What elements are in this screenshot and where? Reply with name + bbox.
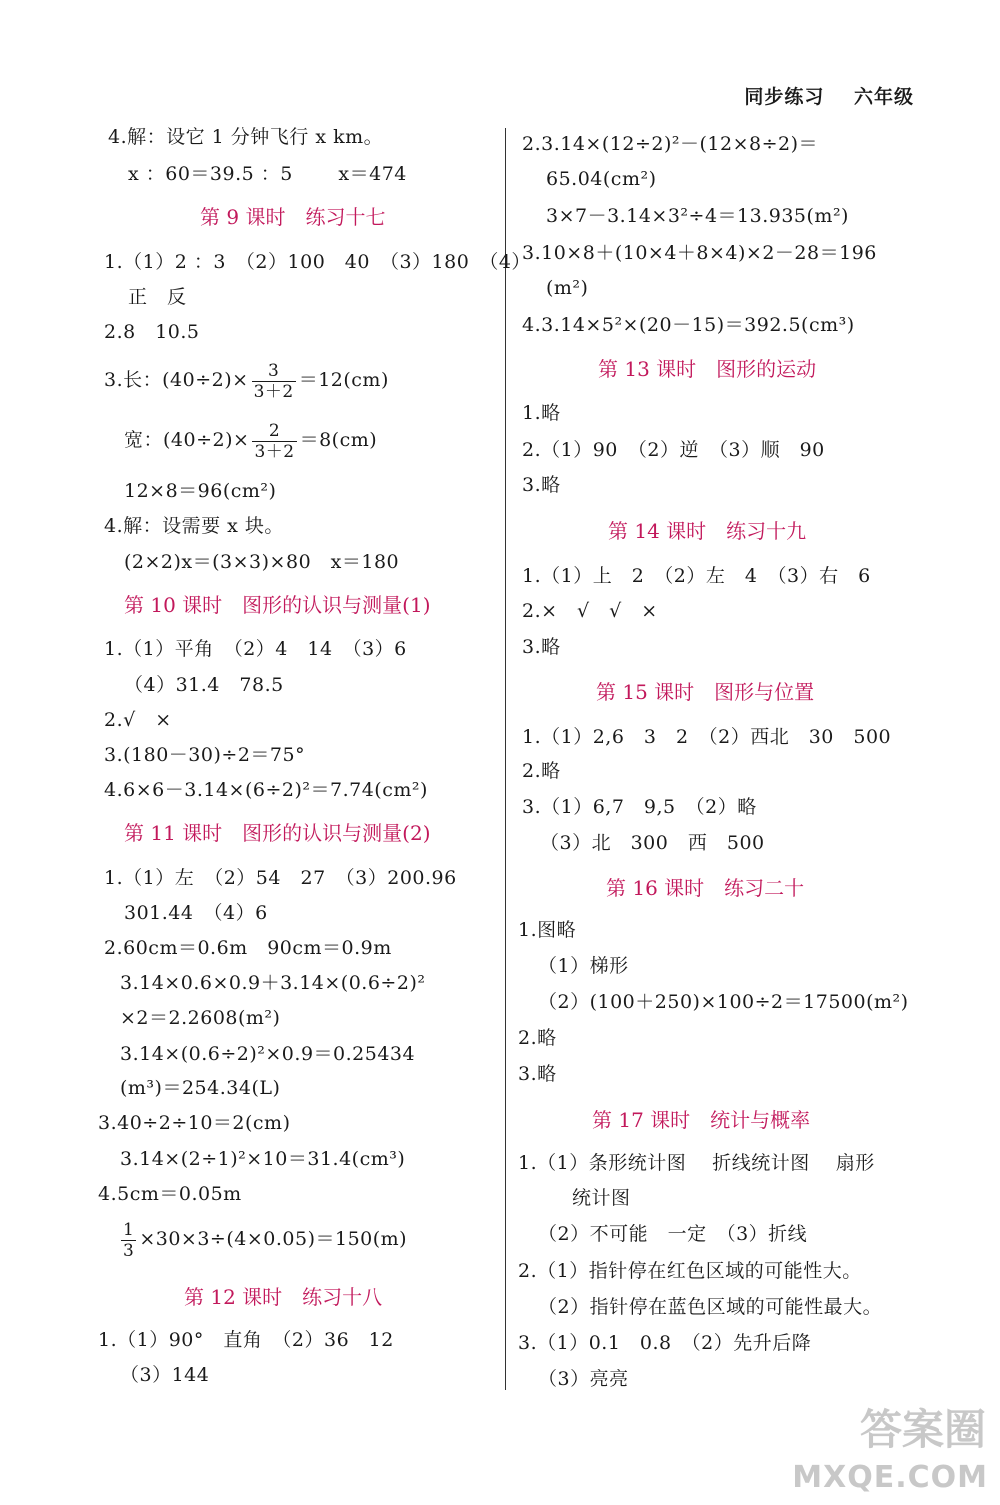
- answer-line: 2.× √ √ ×: [522, 600, 658, 622]
- answer-line: 2.60cm＝0.6m 90cm＝0.9m: [104, 937, 392, 959]
- answer-line: 2.（1）指针停在红色区域的可能性大。: [518, 1260, 862, 1282]
- answer-line-fraction: [118, 1217, 407, 1261]
- section-title: 第 9 课时 练习十七: [200, 205, 386, 229]
- answer-line: ×2＝2.2608(m²): [120, 1007, 281, 1029]
- numerator: 2: [252, 421, 296, 442]
- expr-part: ＝8(cm): [299, 429, 378, 451]
- answer-line: 1.（1）条形统计图 折线统计图 扇形: [518, 1152, 875, 1174]
- section-title: 第 14 课时 练习十九: [608, 519, 807, 543]
- answer-line: 2.3.14×(12÷2)²－(12×8÷2)＝: [522, 133, 818, 155]
- answer-line: 3.（1）6,7 9,5 （2）略: [522, 796, 757, 818]
- answer-line: 3.（1）0.1 0.8 （2）先升后降: [518, 1332, 812, 1354]
- numerator: 1: [123, 1219, 135, 1240]
- column-divider: [505, 128, 506, 1390]
- expr-part: 宽：(40÷2)×: [124, 429, 250, 451]
- answer-line: 3.40÷2÷10＝2(cm): [98, 1112, 291, 1134]
- answer-line: （1）梯形: [538, 955, 629, 977]
- fraction: [252, 421, 296, 462]
- section-title: 第 13 课时 图形的运动: [598, 357, 817, 381]
- answer-line: （2）指针停在蓝色区域的可能性最大。: [538, 1296, 883, 1318]
- answer-line: 12×8＝96(cm²): [124, 480, 277, 502]
- section-title: 第 17 课时 统计与概率: [592, 1108, 811, 1132]
- section-title: 第 12 课时 练习十八: [184, 1285, 383, 1309]
- answer-line: （4）31.4 78.5: [124, 674, 284, 696]
- header-grade: 六年级: [853, 86, 914, 108]
- section-title: 第 15 课时 图形与位置: [596, 680, 815, 704]
- answer-line: （3）144: [120, 1364, 210, 1386]
- denominator: 3: [123, 1240, 135, 1261]
- answer-line: 1.（1）左 （2）54 27 （3）200.96: [104, 867, 457, 889]
- answer-line: x ：60＝39.5 ：5 x＝474: [128, 163, 407, 185]
- answer-line: 3.10×8＋(10×4＋8×4)×2－28＝196: [522, 242, 877, 264]
- answer-line: 2.√ ×: [104, 709, 172, 731]
- answer-line: 65.04(cm²): [546, 168, 657, 190]
- section-title: 第 11 课时 图形的认识与测量(2): [124, 821, 431, 845]
- answer-line: 1.（1）上 2 （2）左 4 （3）右 6: [522, 565, 871, 587]
- header-series: 同步练习: [744, 86, 825, 108]
- answer-line: 1.（1）2 ：3 （2）100 40 （3）180 （4）: [104, 251, 531, 273]
- watermark-logo-text: 答案圈: [859, 1405, 986, 1454]
- answer-line: (m²): [546, 277, 589, 299]
- section-title: 第 10 课时 图形的认识与测量(1): [124, 593, 431, 617]
- answer-line: 3.略: [522, 636, 561, 658]
- expr-part: 3.长：(40÷2)×: [104, 369, 249, 391]
- answer-line: 3.14×(0.6÷2)²×0.9＝0.25434: [120, 1043, 416, 1065]
- answer-line: 正 反: [128, 286, 187, 308]
- expr-part: ＝12(cm): [298, 369, 389, 391]
- denominator: 3＋2: [253, 381, 294, 402]
- site-watermark: [792, 1405, 996, 1497]
- answer-line-fraction: [124, 418, 377, 462]
- answer-line: 3.略: [522, 474, 561, 496]
- watermark-url: MXQE.COM: [792, 1460, 988, 1495]
- answer-line-fraction: [104, 358, 389, 402]
- section-title: 第 16 课时 练习二十: [606, 876, 805, 900]
- answer-line: 3.14×0.6×0.9＋3.14×(0.6÷2)²: [120, 972, 426, 994]
- fraction: [252, 361, 296, 402]
- answer-line: (m³)＝254.34(L): [120, 1077, 281, 1099]
- answer-line: (2×2)x＝(3×3)×80 x＝180: [124, 551, 400, 573]
- answer-line: （3）亮亮: [538, 1368, 629, 1390]
- answer-line: 3.14×(2÷1)²×10＝31.4(cm³): [120, 1148, 406, 1170]
- answer-line: 3.略: [518, 1063, 557, 1085]
- page-header: [722, 82, 914, 109]
- answer-line: 3×7－3.14×3²÷4＝13.935(m²): [546, 205, 849, 227]
- answer-line: 1.（1）平角 （2）4 14 （3）6: [104, 638, 407, 660]
- answer-line: 2.（1）90 （2）逆 （3）顺 90: [522, 439, 825, 461]
- answer-line: 4.解：设需要 x 块。: [104, 515, 284, 537]
- answer-line: 1.（1）2,6 3 2 （2）西北 30 500: [522, 726, 892, 748]
- answer-line: 2.8 10.5: [104, 321, 200, 343]
- answer-line: 301.44 （4）6: [124, 902, 268, 924]
- numerator: 3: [252, 361, 296, 382]
- answer-line: 2.略: [522, 760, 561, 782]
- answer-line: 3.(180－30)÷2＝75°: [104, 744, 306, 766]
- answer-line: 4.6×6－3.14×(6÷2)²＝7.74(cm²): [104, 779, 428, 801]
- answer-line: 4.解：设它 1 分钟飞行 x km。: [108, 126, 384, 148]
- answer-line: 1.图略: [518, 919, 577, 941]
- answer-line: （2）(100＋250)×100÷2＝17500(m²): [538, 991, 909, 1013]
- expr-part: ×30×3÷(4×0.05)＝150(m): [139, 1228, 408, 1250]
- answer-line: 1.略: [522, 402, 561, 424]
- answer-line: （3）北 300 西 500: [540, 832, 765, 854]
- fraction: [121, 1220, 136, 1261]
- answer-line: 统计图: [572, 1187, 631, 1209]
- answer-line: 4.5cm＝0.05m: [98, 1183, 242, 1205]
- answer-line: 1.（1）90° 直角 （2）36 12: [98, 1329, 394, 1351]
- answer-line: 2.略: [518, 1027, 557, 1049]
- answer-line: （2）不可能 一定 （3）折线: [538, 1223, 808, 1245]
- denominator: 3＋2: [254, 441, 295, 462]
- answer-line: 4.3.14×5²×(20－15)＝392.5(cm³): [522, 314, 855, 336]
